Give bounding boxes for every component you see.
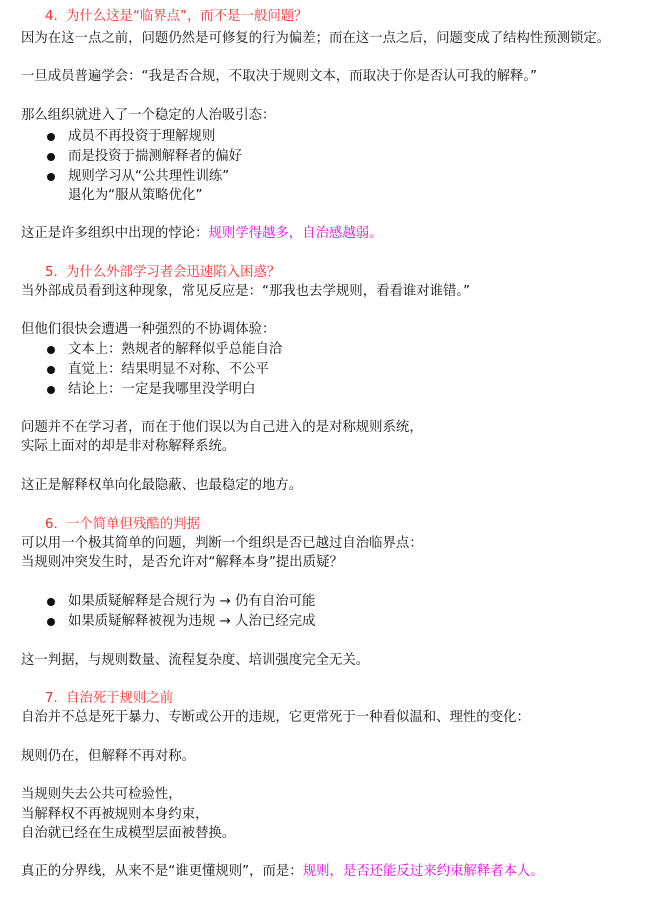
section-5-heading — [45, 263, 280, 282]
list-item: 文本上：熟规者的解释似乎总能自洽 — [68, 342, 283, 357]
section-5-paragraph-3a: 问题并不在学习者，而在于他们误以为自己进入的是对称规则系统， — [21, 420, 423, 435]
bullet-icon — [47, 173, 55, 181]
section-7-number: 7. — [45, 691, 58, 706]
section-4-heading — [45, 7, 308, 26]
bullet-icon — [47, 133, 55, 141]
section-6-title: 一个简单但残酷的判据 — [66, 517, 200, 532]
list-item-continuation: 退化为“服从策略优化” — [68, 188, 203, 203]
section-4-conclusion-text: 这正是许多组织中出现的悖论： — [21, 226, 209, 241]
list-item: 直觉上：结果明显不对称、不公平 — [68, 362, 269, 377]
list-item: 成员不再投资于理解规则 — [68, 129, 216, 144]
section-7-paragraph-3c: 自治就已经在生成模型层面被替换。 — [21, 826, 236, 841]
section-7-conclusion-text: 真正的分界线，从来不是“谁更懂规则”，而是： — [21, 864, 303, 879]
section-5-paragraph-3b: 实际上面对的却是非对称解释系统。 — [21, 439, 236, 454]
section-4-paragraph-3: 那么组织就进入了一个稳定的人治吸引态： — [21, 108, 276, 123]
bullet-icon — [47, 598, 55, 606]
section-5-paragraph-4: 这正是解释权单向化最隐蔽、也最稳定的地方。 — [21, 478, 303, 493]
bullet-icon — [47, 386, 55, 394]
section-4-number: 4. — [45, 9, 58, 24]
section-7-paragraph-2: 规则仍在，但解释不再对称。 — [21, 749, 196, 764]
bullet-icon — [47, 346, 55, 354]
section-5-number: 5. — [45, 265, 58, 280]
section-7-title: 自治死于规则之前 — [66, 691, 174, 706]
list-item: 如果质疑解释被视为违规 → 人治已经完成 — [68, 614, 316, 629]
section-6-number: 6. — [45, 517, 58, 532]
section-5-paragraph-2: 但他们很快会遭遇一种强烈的不协调体验： — [21, 322, 276, 337]
section-7-heading — [45, 689, 173, 708]
section-7-highlight: 规则，是否还能反过来约束解释者本人。 — [302, 864, 544, 879]
section-6-paragraph-2: 这一判据，与规则数量、流程复杂度、培训强度完全无关。 — [21, 653, 370, 668]
section-4-title: 为什么这是“临界点”，而不是一般问题？ — [66, 9, 308, 24]
section-7-paragraph-3a: 当规则失去公共可检验性， — [21, 787, 182, 802]
list-item: 而是投资于揣测解释者的偏好 — [68, 149, 243, 164]
section-4-highlight: 规则学得越多，自治感越弱。 — [208, 226, 383, 241]
section-5-title: 为什么外部学习者会迅速陷入困惑？ — [66, 265, 281, 280]
section-7-paragraph-1: 自治并不总是死于暴力、专断或公开的违规，它更常死于一种看似温和、理性的变化： — [21, 710, 530, 725]
section-4-paragraph-2: 一旦成员普遍学会：“我是否合规，不取决于规则文本，而取决于你是否认可我的解释。” — [21, 69, 538, 84]
section-6-paragraph-1b: 当规则冲突发生时，是否允许对“解释本身”提出质疑？ — [21, 555, 343, 570]
section-7-paragraph-3b: 当解释权不再被规则本身约束， — [21, 807, 209, 822]
section-7-paragraph-4 — [21, 862, 544, 881]
section-5-paragraph-1: 当外部成员看到这种现象，常见反应是：“那我也去学规则，看看谁对谁错。” — [21, 284, 471, 299]
list-item: 结论上：一定是我哪里没学明白 — [68, 382, 256, 397]
bullet-icon — [47, 153, 55, 161]
section-4-paragraph-4 — [21, 224, 383, 243]
bullet-icon — [47, 366, 55, 374]
section-4-paragraph-1: 因为在这一点之前，问题仍然是可修复的行为偏差；而在这一点之后，问题变成了结构性预测锁定。 — [21, 31, 611, 46]
list-item: 如果质疑解释是合规行为 → 仍有自治可能 — [68, 594, 316, 609]
list-item: 规则学习从“公共理性训练” — [68, 169, 230, 184]
section-6-heading — [45, 515, 200, 534]
section-6-paragraph-1a: 可以用一个极其简单的问题，判断一个组织是否已越过自治临界点： — [21, 536, 423, 551]
bullet-icon — [47, 618, 55, 626]
